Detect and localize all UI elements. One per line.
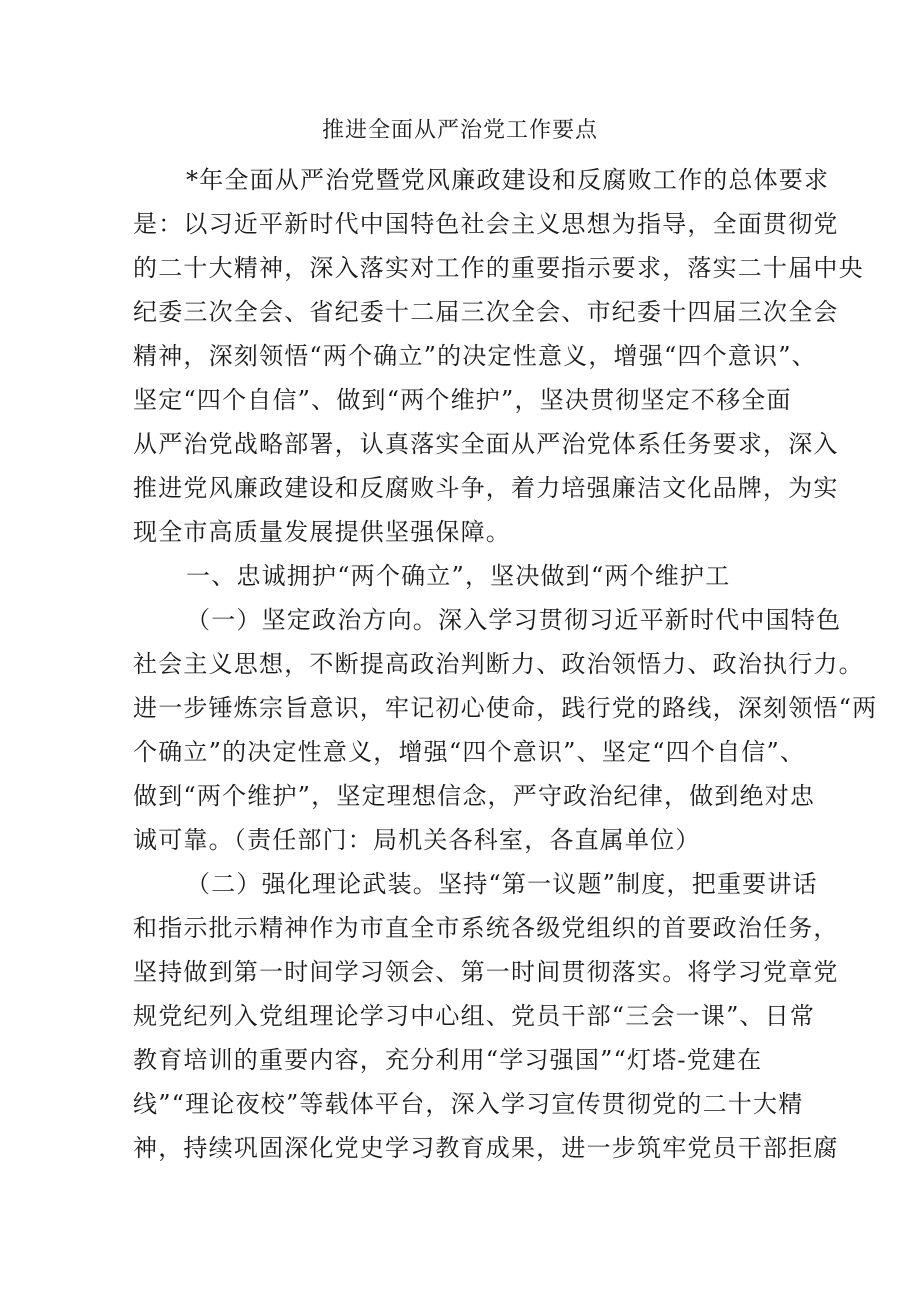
document-title: 推进全面从严治党工作要点 (321, 118, 598, 143)
paragraph-line: 推进党风廉政建设和反腐败斗争，着力培强廉洁文化品牌，为实 (133, 474, 839, 502)
paragraph-line: 进一步锤炼宗旨意识，牢记初心使命，践行党的路线，深刻领悟“两 (133, 694, 878, 722)
paragraph-line: 的二十大精神，深入落实对工作的重要指示要求，落实二十届中央 (133, 254, 864, 282)
paragraph-line: 规党纪列入党组理论学习中心组、党员干部“三会一课”、日常 (133, 1002, 816, 1030)
paragraph-line: 从严治党战略部署，认真落实全面从严治党体系任务要求，深入 (133, 430, 839, 458)
paragraph-line: 教育培训的重要内容，充分利用“学习强国”“灯塔-党建在 (133, 1046, 763, 1074)
paragraph-line: 坚持做到第一时间学习领会、第一时间贯彻落实。将学习党章党 (133, 958, 839, 986)
paragraph-line: 个确立”的决定性意义，增强“四个意识”、坚定“四个自信”、 (133, 738, 806, 766)
paragraph-line: *年全面从严治党暨党风廉政建设和反腐败工作的总体要求 (186, 166, 830, 194)
section-heading: 一、忠诚拥护“两个确立”，坚决做到“两个维护工 (186, 562, 731, 590)
paragraph-line: 社会主义思想，不断提高政治判断力、政治领悟力、政治执行力。 (133, 650, 864, 678)
paragraph-line: 做到“两个维护”，坚定理想信念，严守政治纪律，做到绝对忠 (133, 782, 816, 810)
paragraph-line: 诚可靠。（责任部门：局机关各科室，各直属单位） (133, 826, 701, 854)
paragraph-line: 坚定“四个自信”、做到“两个维护”，坚决贯彻坚定不移全面 (133, 386, 792, 414)
paragraph-line: 现全市高质量发展提供坚强保障。 (133, 518, 511, 546)
paragraph-line: （一）坚定政治方向。深入学习贯彻习近平新时代中国特色 (186, 606, 842, 634)
paragraph-line: 和指示批示精神作为市直全市系统各级党组织的首要政治任务， (133, 914, 839, 942)
paragraph-line: 精神，深刻领悟“两个确立”的决定性意义，增强“四个意识”、 (133, 342, 817, 370)
paragraph-line: （二）强化理论武装。坚持“第一议题”制度，把重要讲话 (186, 870, 818, 898)
paragraph-line: 纪委三次全会、省纪委十二届三次全会、市纪委十四届三次全会 (133, 298, 839, 326)
paragraph-line: 线”“理论夜校”等载体平台，深入学习宣传贯彻党的二十大精 (133, 1090, 804, 1118)
paragraph-line: 神，持续巩固深化党史学习教育成果，进一步筑牢党员干部拒腐 (133, 1134, 839, 1162)
paragraph-line: 是：以习近平新时代中国特色社会主义思想为指导，全面贯彻党 (133, 210, 839, 238)
